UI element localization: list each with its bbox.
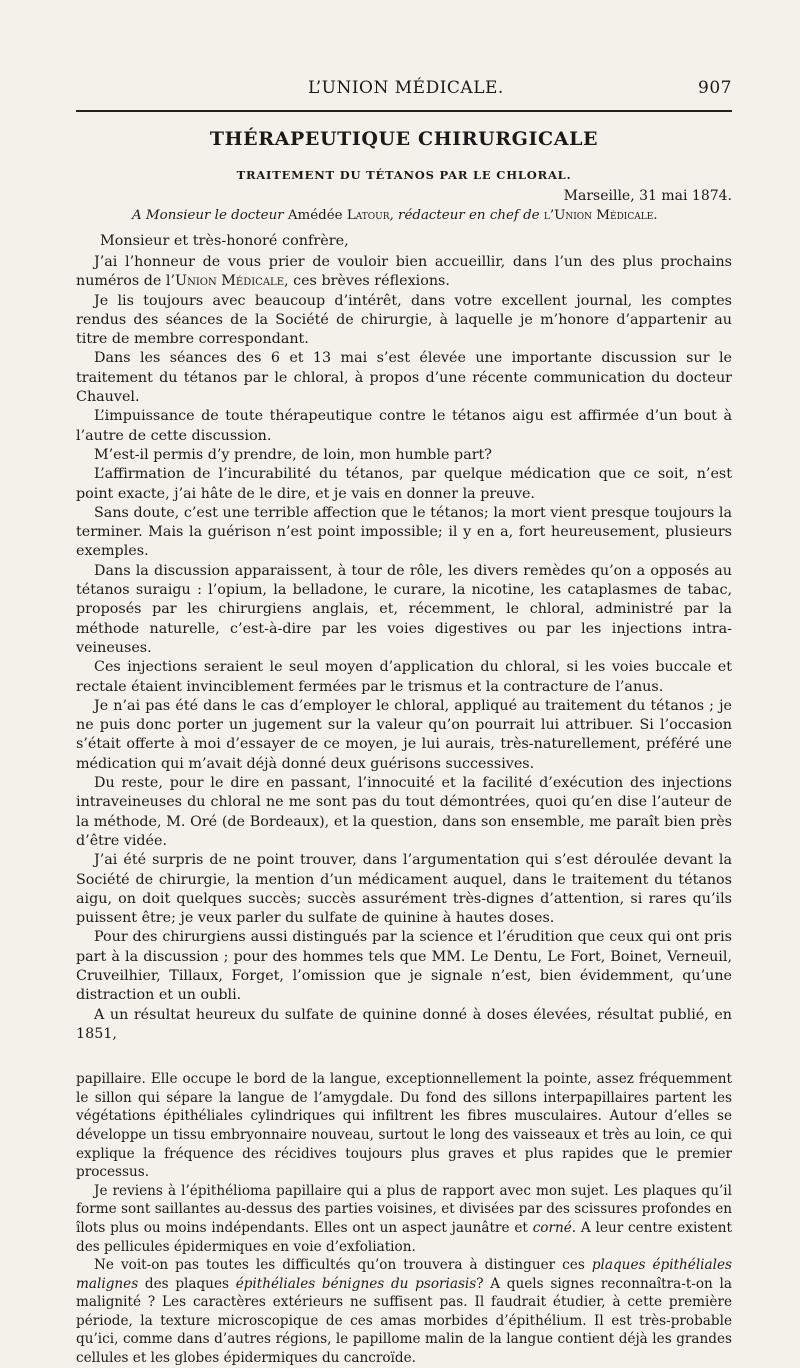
paragraph: L’affirmation de l’incurabilité du tétanos, par quelque médication que ce soit, n’est point exacte, j’ai hâte de le dire, et je vais en donner la preuve.: [76, 466, 732, 502]
paragraph: [76, 1182, 732, 1256]
address-name-last: Latour: [346, 208, 390, 223]
paragraph-text: , ces brèves réflexions.: [284, 273, 450, 290]
running-header: [76, 78, 732, 102]
paragraph-text: ? A quels signes reconnaîtra-t-on la malignité ? Les caractères extérieurs ne suffisent pas. Il faudrait étudier, à cette première période, la texture microscopique de ces amas morbides d’épithélium. Il est très-probable qu’ici, comme dans d’autres régions, le papillome malin de la langue contient déjà les grandes cellules et les globes épidermiques du cancroïde.: [76, 1275, 732, 1367]
address-name-first: Amédée: [287, 208, 343, 223]
paragraph: M’est-il permis d’y prendre, de loin, mon humble part?: [94, 446, 492, 463]
address-journal: Union Médicale: [554, 208, 654, 223]
paragraph-text: J’ai l’honneur de vous prier de vouloir bien accueillir, dans l’un des plus prochains numéros de l’: [76, 254, 732, 290]
italic-term: épithéliales bénignes du psoriasis: [235, 1275, 477, 1292]
italic-term: plaques épithéliales malignes: [76, 1257, 732, 1292]
continued-text: [76, 1070, 732, 1368]
section-title: THÉRAPEUTIQUE CHIRURGICALE: [209, 128, 599, 150]
paragraph: papillaire. Elle occupe le bord de la langue, exceptionnellement la pointe, assez fréquemment le sillon qui sépare la langue de l’amygdale. Du fond des sillons interpapillaires partent les végétations épithéliales cylindriques qui infiltrent les fibres musculaires. Autour d’elles se développe un tissu embryonnaire nouveau, surtout le long des vaisseaux et très au loin, ce qui explique la fréquence des récidives toujours plus graves et plus rapides que le premier processus.: [76, 1071, 732, 1181]
paragraph: Je n’ai pas été dans le cas d’employer le chloral, appliqué au traitement du tétanos ; je ne puis donc porter un jugement sur la valeur qu’on pourrait lui attribuer. Si l’occasion s’était offerte à moi d’essayer de ce moyen, je lui aurais, très-naturellement, préféré une médication qui m’avait déjà donné deux guérisons successives.: [76, 697, 732, 772]
address-end: .: [653, 208, 658, 223]
address-prefix: A Monsieur le docteur: [132, 208, 284, 223]
paragraph: A un résultat heureux du sulfate de quinine donné à doses élevées, résultat publié, en 1851,: [76, 1006, 732, 1042]
paragraph-text: Je reviens à l’épithélioma papillaire qui a plus de rapport avec mon sujet. Les plaques qu’il forme sont saillantes au-dessus des parties voisines, et divisées par des scissures profondes en îlots plus ou moins indépendants. Elles ont un aspect jaunâtre et: [76, 1182, 732, 1236]
journal-title: L’UNION MÉDICALE.: [308, 78, 504, 98]
article-subtitle: TRAITEMENT DU TÉTANOS PAR LE CHLORAL.: [236, 168, 572, 182]
address-journal-article: l’: [543, 208, 555, 223]
journal-name: Union Médicale: [175, 273, 284, 290]
article-body: [76, 253, 732, 1044]
paragraph: [76, 1256, 732, 1368]
salutation: Monsieur et très-honoré confrère,: [100, 233, 349, 249]
paragraph: Du reste, pour le dire en passant, l’innocuité et la facilité d’exécution des injections intraveineuses du chloral ne me sont pas du tout démontrées, quoi qu’en dise l’auteur de la méthode, M. Oré (de Bordeaux), et la question, dans son ensemble, me paraît bien près d’être vidée.: [76, 775, 732, 849]
paragraph: [76, 253, 732, 292]
page-number: 907: [698, 78, 732, 98]
dateline: Marseille, 31 mai 1874.: [563, 188, 732, 204]
paragraph-text: Ne voit-on pas toutes les difficultés qu’on trouvera à distinguer ces: [94, 1257, 585, 1274]
paragraph-text: des plaques: [144, 1275, 229, 1292]
paragraph: Pour des chirurgiens aussi distingués par la science et l’érudition que ceux qui ont pris part à la discussion ; pour des hommes tels que MM. Le Dentu, Le Fort, Boinet, Verneuil, Cruveilhier, Tillaux, Forget, l’omission que je signale n’est, bien évidemment, qu’une distraction et un oubli.: [76, 929, 732, 1004]
paragraph: L’impuissance de toute thérapeutique contre le tétanos aigu est affirmée d’un bout à l’autre de cette discussion.: [76, 408, 732, 444]
address-role: , rédacteur en chef de: [389, 208, 540, 223]
paragraph: Dans la discussion apparaissent, à tour de rôle, les divers remèdes qu’on a opposés au tétanos suraigu : l’opium, la belladone, le curare, la nicotine, les cataplasmes de tabac, proposés par les chirurgiens anglais, et, récemment, le chloral, administré par la méthode naturelle, c’est-à-dire par les voies digestives ou par les injections intra-veineuses.: [76, 562, 732, 656]
paragraph: Dans les séances des 6 et 13 mai s’est élevée une importante discussion sur le traitement du tétanos par le chloral, à propos d’une récente communication du docteur Chauvel.: [76, 350, 732, 406]
paragraph-text: . A leur centre existent des pellicules épidermiques en voie d’exfoliation.: [76, 1219, 732, 1255]
header-rule: [76, 110, 732, 112]
paragraph: Sans doute, c’est une terrible affection que le tétanos; la mort vient presque toujours la terminer. Mais la guérison n’est point impossible; il y en a, fort heureusement, plusieurs exemples.: [76, 504, 732, 560]
paragraph: Je lis toujours avec beaucoup d’intérêt, dans votre excellent journal, les comptes rendus des séances de la Société de chirurgie, à laquelle je m’honore d’appartenir au titre de membre correspondant.: [76, 292, 732, 348]
paragraph: Ces injections seraient le seul moyen d’application du chloral, si les voies buccale et rectale étaient invinciblement fermées par le trismus et la contracture de l’anus.: [76, 659, 732, 695]
address-line: [76, 208, 732, 223]
italic-term: corné: [532, 1219, 572, 1236]
paragraph: J’ai été surpris de ne point trouver, dans l’argumentation qui s’est déroulée devant la Société de chirurgie, la mention d’un médicament auquel, dans le traitement du tétanos aigu, on doit quelques succès; succès assurément très-dignes d’attention, si rares qu’ils puissent être; je veux parler du sulfate de quinine à hautes doses.: [76, 852, 732, 927]
